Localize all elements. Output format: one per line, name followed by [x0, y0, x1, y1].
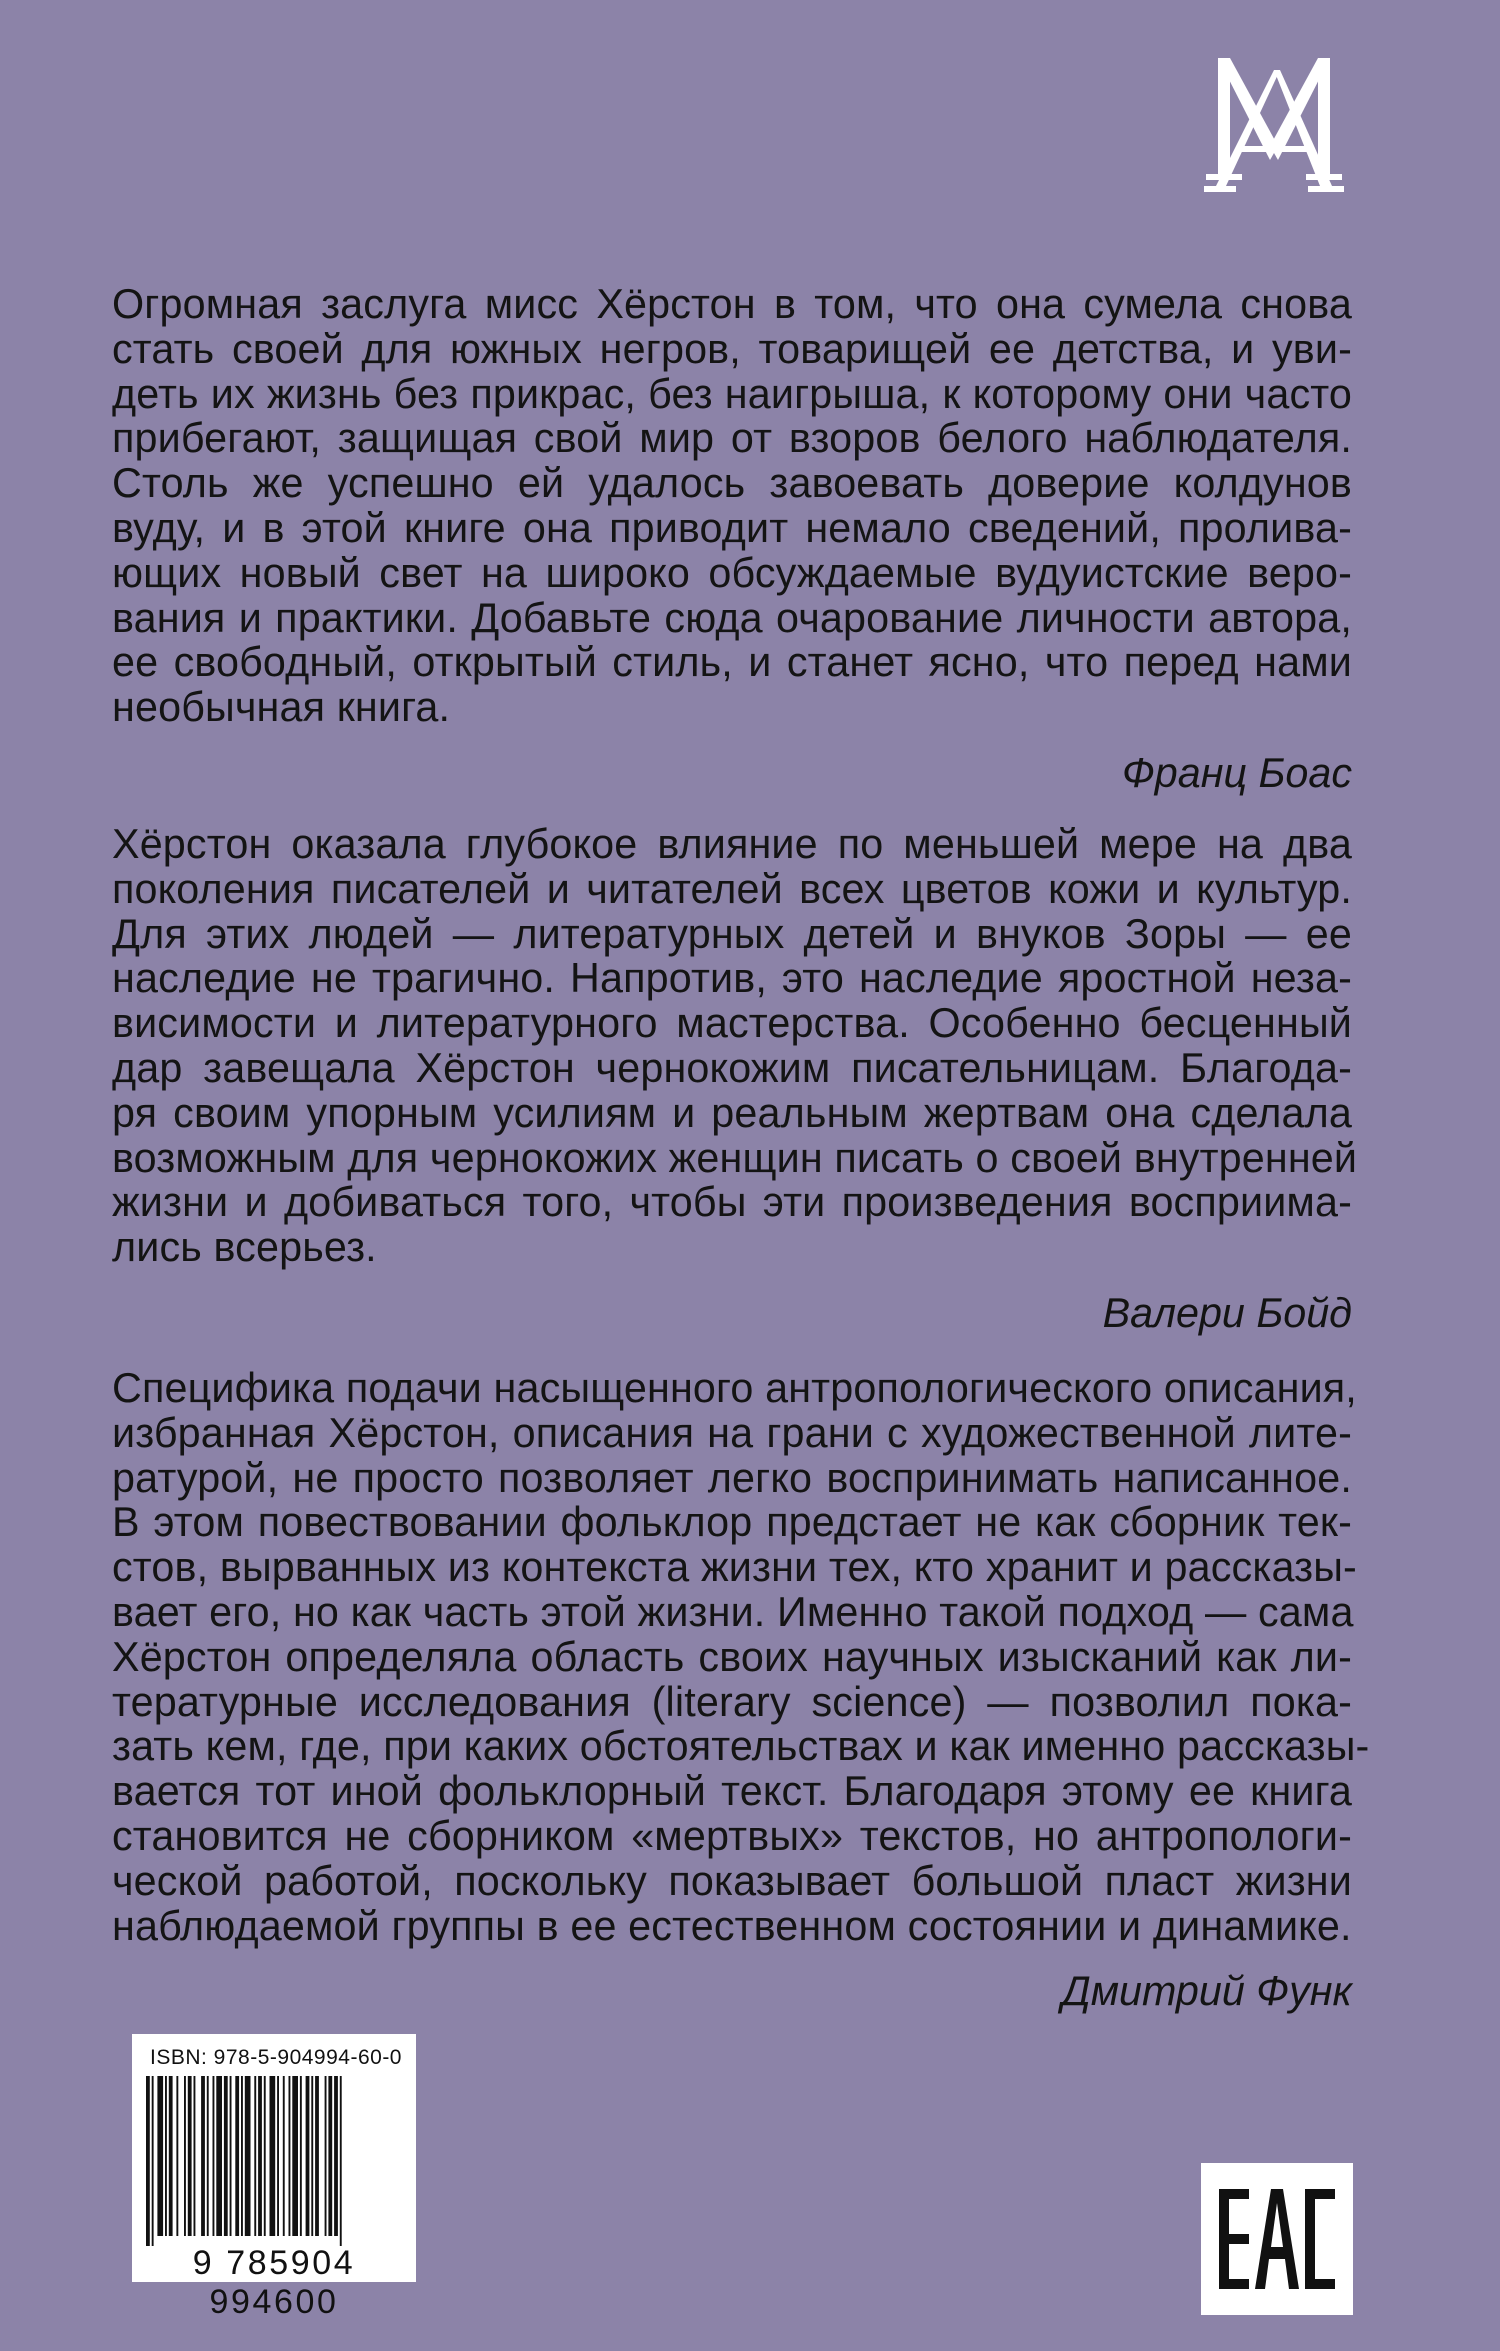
- barcode-bar: [270, 2076, 276, 2236]
- barcode-bar: [207, 2076, 209, 2236]
- blurb-line: вания и практики. Добавьте сюда очарование личности автора,: [112, 594, 1352, 641]
- blurb-line: прибегают, защищая свой мир от взоров белого наблюдателя.: [112, 415, 1352, 462]
- blurb-line: лись всерьез.: [112, 1224, 377, 1271]
- barcode-bar: [254, 2076, 256, 2236]
- blurb-line: жизни и добиваться того, чтобы эти произведения восприима-: [112, 1179, 1352, 1226]
- barcode-icon: [146, 2076, 402, 2246]
- blurb-boyd: [112, 821, 1358, 1337]
- blurb-line: Специфика подачи насыщенного антропологического описания,: [112, 1365, 1357, 1411]
- eac-certification-icon: [1201, 2163, 1353, 2315]
- blurb-line: избранная Хёрстон, описания на грани с художественной лите-: [112, 1409, 1352, 1456]
- barcode-bar: [213, 2076, 215, 2236]
- blurb-boas: [112, 282, 1352, 797]
- barcode-bar: [235, 2076, 239, 2236]
- barcode-bar: [264, 2076, 266, 2236]
- isbn-label: ISBN: 978-5-904994-60-0: [150, 2046, 402, 2069]
- barcode-bar: [283, 2076, 285, 2236]
- barcode-bar: [230, 2076, 232, 2236]
- blurb-author: Дмитрий Функ: [1061, 1968, 1352, 2015]
- blurb-author: Валери Бойд: [1102, 1289, 1352, 1336]
- blurb-line: стов, вырванных из контекста жизни тех, кто хранит и рассказы-: [112, 1544, 1357, 1591]
- barcode-bar: [157, 2076, 163, 2236]
- barcode-bar: [292, 2076, 298, 2236]
- blurb-line: дар завещала Хёрстон чернокожим писательницам. Благода-: [112, 1044, 1352, 1091]
- blurb-line: стать своей для южных негров, товарищей ее детства, и уви-: [112, 325, 1352, 372]
- blurb-line: поколения писателей и читателей всех цветов кожи и культур.: [112, 865, 1352, 912]
- barcode-bar: [146, 2076, 150, 2246]
- barcode-bar: [306, 2076, 310, 2236]
- barcode-bar: [194, 2076, 196, 2236]
- blurb-line: наследие не трагично. Напротив, это наследие яростной неза-: [112, 955, 1352, 1002]
- eac-mark: [1201, 2163, 1353, 2315]
- barcode-bar: [216, 2076, 222, 2236]
- publisher-logo: [1196, 50, 1348, 200]
- blurb-line: зать кем, где, при каких обстоятельствах и как именно рассказы-: [112, 1723, 1370, 1770]
- barcode-bar: [258, 2076, 262, 2236]
- blurb-line: возможным для чернокожих женщин писать о своей внутренней: [112, 1134, 1358, 1181]
- blurb-funk: [112, 1365, 1370, 2015]
- blurb-author: Франц Боас: [1121, 749, 1352, 796]
- barcode-bar: [311, 2076, 313, 2236]
- blurb-line: вуду, и в этой книге она приводит немало сведений, пролива-: [112, 504, 1352, 551]
- blurb-line: Столь же успешно ей удалось завоевать доверие колдунов: [112, 460, 1352, 507]
- barcode-bar: [245, 2076, 251, 2236]
- barcode-bar: [328, 2076, 332, 2236]
- barcode-bar: [152, 2076, 154, 2246]
- blurb-line: Огромная заслуга мисс Хёрстон в том, что она сумела снова: [112, 281, 1352, 327]
- barcode-bar: [201, 2076, 205, 2236]
- blurb-line: ря своим упорным усилиям и реальным жертвам она сделала: [112, 1089, 1352, 1136]
- blurb-line: ческой работой, поскольку показывает большой пласт жизни: [112, 1857, 1352, 1904]
- barcode-digits: 9 785904 994600: [192, 2244, 356, 2321]
- blurb-line: становится не сборником «мертвых» текстов, но антропологи-: [112, 1812, 1352, 1859]
- barcode-bar: [300, 2076, 302, 2236]
- barcode-bar: [184, 2076, 186, 2236]
- barcode-bar: [340, 2076, 342, 2246]
- barcode-bar: [334, 2076, 338, 2236]
- blurb-line: висимости и литературного мастерства. Особенно бесценный: [112, 1000, 1352, 1047]
- barcode-bar: [188, 2076, 192, 2236]
- blurb-line: ющих новый свет на широко обсуждаемые вудуистские веро-: [112, 549, 1352, 596]
- isbn-barcode: [132, 2034, 416, 2321]
- blurb-line: вается тот иной фольклорный текст. Благодаря этому ее книга: [112, 1768, 1352, 1815]
- blurb-line: Хёрстон определяла область своих научных изысканий как ли-: [112, 1633, 1352, 1680]
- blurb-line: В этом повествовании фольклор предстает не как сборник тек-: [112, 1499, 1352, 1546]
- barcode-bar: [277, 2076, 279, 2236]
- blurb-line: ее свободный, открытый стиль, и станет ясно, что перед нами: [112, 639, 1352, 686]
- barcode-bar: [176, 2076, 178, 2236]
- blurb-line: Для этих людей — литературных детей и внуков Зоры — ее: [112, 910, 1352, 957]
- blurb-line: необычная книга.: [112, 684, 451, 731]
- barcode-bar: [165, 2076, 167, 2236]
- barcode-bar: [224, 2076, 228, 2236]
- barcode-bar: [169, 2076, 173, 2236]
- am-monogram-icon: [1196, 50, 1348, 200]
- blurb-line: ратурой, не просто позволяет легко воспринимать написанное.: [112, 1454, 1352, 1501]
- barcode-bar: [289, 2076, 291, 2236]
- blurb-line: наблюдаемой группы в ее естественном состоянии и динамике.: [112, 1902, 1352, 1949]
- blurb-line: тературные исследования (literary science) — позволил пока-: [112, 1678, 1352, 1725]
- barcode-bar: [241, 2076, 243, 2236]
- blurb-line: деть их жизнь без прикрас, без наигрыша, к которому они часто: [112, 370, 1352, 417]
- barcode-bar: [315, 2076, 319, 2236]
- barcode-bar: [325, 2076, 327, 2236]
- blurb-line: Хёрстон оказала глубокое влияние по меньшей мере на два: [112, 821, 1352, 867]
- blurb-line: вает его, но как часть этой жизни. Именно такой подход — сама: [112, 1588, 1354, 1635]
